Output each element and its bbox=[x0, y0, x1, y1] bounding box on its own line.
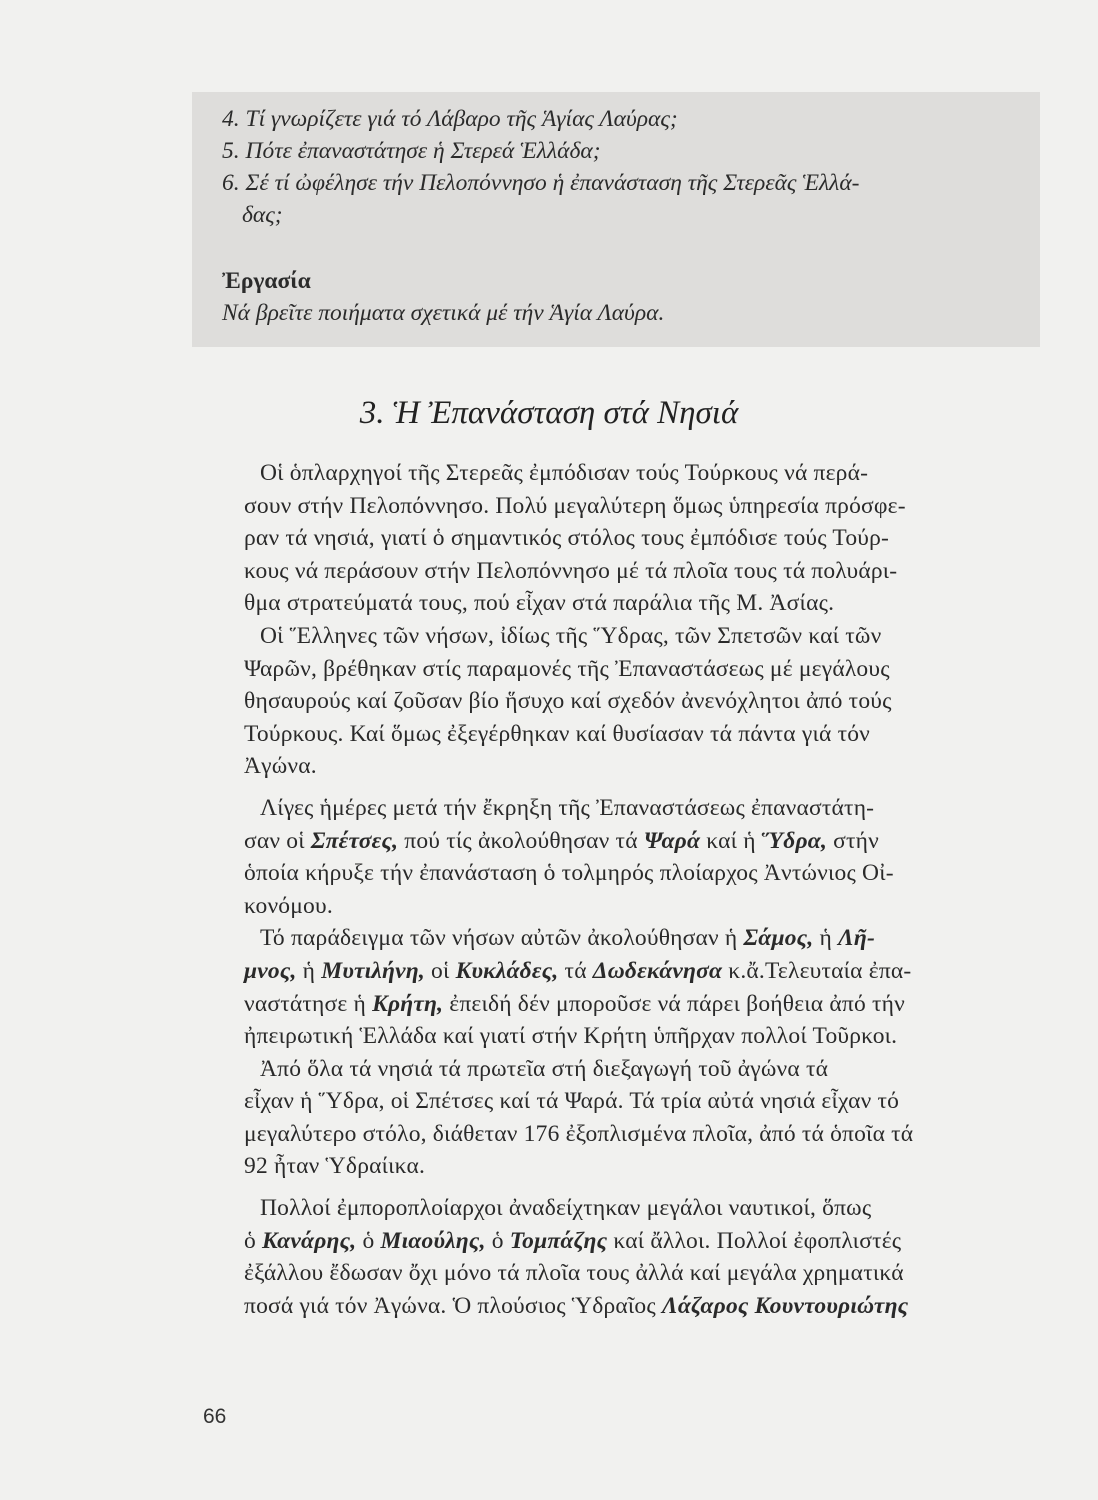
island-name-dodecanese: Δωδεκάνησα bbox=[592, 957, 723, 984]
paragraph-6-line: ποσά γιά τόν Ἀγώνα. Ὁ πλούσιος Ὑδραῖος Λάζαρος Κουντουριώτης bbox=[244, 1292, 909, 1319]
paragraph-1-line: σουν στήν Πελοπόννησο. Πολύ μεγαλύτερη ὅμως ὑπηρεσία πρόσφε- bbox=[244, 492, 906, 519]
question-6-line-2: δας; bbox=[242, 202, 283, 228]
body-text bbox=[244, 457, 1038, 1322]
island-name-mytilene: Μυτιλήνη, bbox=[321, 957, 425, 984]
paragraph-6-line: ἐξάλλου ἔδωσαν ὄχι μόνο τά πλοῖα τους ἀλλά καί μεγάλα χρηματικά bbox=[244, 1260, 904, 1287]
paragraph-3-line: κονόμου. bbox=[244, 892, 333, 919]
island-name-samos: Σάμος, bbox=[743, 925, 814, 952]
paragraph-3-line: Λίγες ἡμέρες μετά τήν ἔκρηξη τῆς Ἐπαναστάσεως ἐπαναστάτη- bbox=[260, 794, 875, 821]
island-name-hydra: Ὕδρα, bbox=[761, 827, 828, 854]
captain-name-miaoulis: Μιαούλης, bbox=[380, 1227, 486, 1254]
island-name-limnos-end: μνος, bbox=[244, 957, 297, 984]
paragraph-4-line: ἠπειρωτική Ἑλλάδα καί γιατί στήν Κρήτη ὑπῆρχαν πολλοί Τοῦρκοι. bbox=[244, 1023, 898, 1050]
paragraph-2-line: Οἱ Ἕλληνες τῶν νήσων, ἰδίως τῆς Ὕδρας, τῶν Σπετσῶν καί τῶν bbox=[260, 622, 882, 649]
paragraph-5-line: μεγαλύτερο στόλο, διάθεταν 176 ἐξοπλισμένα πλοῖα, ἀπό τά ὁποῖα τά bbox=[244, 1120, 914, 1147]
paragraph-2-line: Τούρκους. Καί ὅμως ἐξεγέρθηκαν καί θυσίασαν τά πάντα γιά τόν bbox=[244, 720, 871, 747]
question-5: 5. Πότε ἐπαναστάτησε ἡ Στερεά Ἑλλάδα; bbox=[222, 138, 601, 164]
paragraph-4-line: Τό παράδειγμα τῶν νήσων αὐτῶν ἀκολούθησαν ἡ Σάμος, ἡ Λῆ- bbox=[260, 925, 876, 952]
section-title: 3. Ἡ Ἐπανάσταση στά Νησιά bbox=[359, 395, 739, 431]
island-name-spetses: Σπέτσες, bbox=[310, 827, 399, 854]
island-name-psara: Ψαρά bbox=[643, 827, 701, 854]
paragraph-3-line: σαν οἱ Σπέτσες, πού τίς ἀκολούθησαν τά Ψαρά καί ἡ Ὕδρα, στήν bbox=[244, 827, 879, 854]
question-4: 4. Τί γνωρίζετε γιά τό Λάβαρο τῆς Ἁγίας Λαύρας; bbox=[222, 106, 678, 132]
person-name-kountouriotis: Λάζαρος Κουντουριώτης bbox=[661, 1292, 909, 1319]
paragraph-1-line: ραν τά νησιά, γιατί ὁ σημαντικός στόλος τους ἐμπόδισε τούς Τούρ- bbox=[244, 525, 890, 552]
paragraph-1-line: θμα στρατεύματά τους, πού εἶχαν στά παράλια τῆς Μ. Ἀσίας. bbox=[244, 590, 835, 617]
paragraph-5-line: Ἀπό ὅλα τά νησιά τά πρωτεῖα στή διεξαγωγή τοῦ ἀγώνα τά bbox=[260, 1055, 829, 1082]
assignment-heading: Ἐργασία bbox=[222, 268, 311, 294]
review-questions bbox=[222, 103, 1012, 329]
paragraph-6-line: Πολλοί ἐμποροπλοίαρχοι ἀναδείχτηκαν μεγάλοι ναυτικοί, ὅπως bbox=[260, 1195, 872, 1222]
question-6-line-1: 6. Σέ τί ὠφέλησε τήν Πελοπόννησο ἡ ἐπανάσταση τῆς Στερεᾶς Ἑλλά- bbox=[222, 170, 860, 196]
paragraph-1-line: Οἱ ὁπλαρχηγοί τῆς Στερεᾶς ἐμπόδισαν τούς Τούρκους νά περά- bbox=[260, 460, 869, 486]
paragraph-2-line: Ἀγώνα. bbox=[244, 753, 317, 780]
paragraph-3-line: ὁποία κήρυξε τήν ἐπανάσταση ὁ τολμηρός πλοίαρχος Ἀντώνιος Οἰ- bbox=[244, 860, 894, 887]
paragraph-4-line: μνος, ἡ Μυτιλήνη, οἱ Κυκλάδες, τά Δωδεκάνησα κ.ἄ.Τελευταία ἐπα- bbox=[244, 957, 912, 984]
captain-name-tompazis: Τομπάζης bbox=[509, 1227, 608, 1254]
paragraph-2-line: Ψαρῶν, βρέθηκαν στίς παραμονές τῆς Ἐπαναστάσεως μέ μεγάλους bbox=[244, 655, 890, 682]
paragraph-5-line: 92 ἦταν Ὑδραίικα. bbox=[244, 1153, 426, 1180]
assignment-text: Νά βρεῖτε ποιήματα σχετικά μέ τήν Ἁγία Λαύρα. bbox=[222, 300, 665, 326]
island-name-limnos: Λῆ- bbox=[838, 925, 876, 952]
paragraph-5-line: εἶχαν ἡ Ὕδρα, οἱ Σπέτσες καί τά Ψαρά. Τά τρία αὐτά νησιά εἶχαν τό bbox=[244, 1088, 900, 1115]
page-number: 66 bbox=[203, 1405, 227, 1428]
island-name-cyclades: Κυκλάδες, bbox=[455, 957, 559, 984]
paragraph-4-line: ναστάτησε ἡ Κρήτη, ἐπειδή δέν μποροῦσε νά πάρει βοήθεια ἀπό τήν bbox=[244, 990, 905, 1017]
captain-name-kanaris: Κανάρης, bbox=[262, 1227, 357, 1254]
paragraph-2-line: θησαυρούς καί ζοῦσαν βίο ἥσυχο καί σχεδόν ἀνενόχλητοι ἀπό τούς bbox=[244, 688, 892, 715]
paragraph-1-line: κους νά περάσουν στήν Πελοπόννησο μέ τά πλοῖα τους τά πολυάρι- bbox=[244, 557, 898, 584]
paragraph-6-line: ὁ Κανάρης, ὁ Μιαούλης, ὁ Τομπάζης καί ἄλλοι. Πολλοί ἐφοπλιστές bbox=[244, 1227, 902, 1254]
island-name-crete: Κρήτη, bbox=[372, 990, 444, 1017]
